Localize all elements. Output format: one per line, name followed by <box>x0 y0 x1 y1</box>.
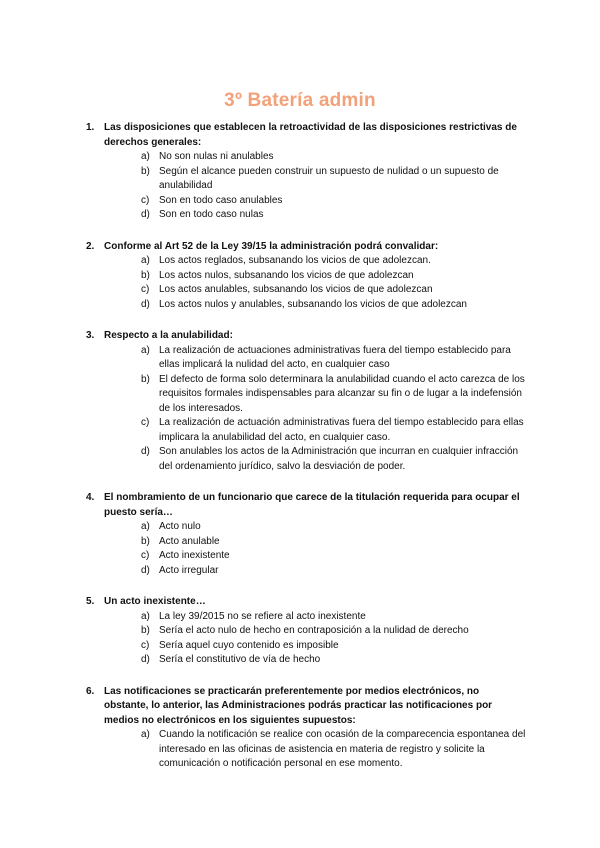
option-text: Son en todo caso nulas <box>159 209 264 220</box>
question-number: 6. <box>86 685 95 697</box>
option-text: Acto anulable <box>159 535 220 547</box>
option-letter: c) <box>141 284 150 295</box>
option-item <box>86 150 526 165</box>
option-letter: b) <box>141 535 150 547</box>
option-text: La ley 39/2015 no se refiere al acto inexistente <box>159 610 366 622</box>
option-list <box>86 728 526 772</box>
question-statement <box>86 685 526 729</box>
option-text: Son en todo caso anulables <box>159 194 283 206</box>
option-letter: d) <box>141 298 150 310</box>
question-number: 1. <box>86 122 95 133</box>
question-number: 5. <box>86 596 95 607</box>
option-letter: a) <box>141 151 150 162</box>
question-statement <box>86 595 526 610</box>
question-statement <box>86 240 526 255</box>
question-text: El nombramiento de un funcionario que carece de la titulación requerida para ocupar el puesto sería… <box>104 492 520 518</box>
option-item <box>86 535 526 550</box>
option-text: Según el alcance pueden construir un supuesto de nulidad o un supuesto de anulabilidad <box>159 165 499 191</box>
option-letter: c) <box>141 194 150 206</box>
option-text: Los actos nulos, subsanando los vicios de que adolezcan <box>159 269 414 281</box>
option-list <box>86 520 526 578</box>
option-letter: a) <box>141 344 150 356</box>
option-item <box>86 298 526 313</box>
option-item <box>86 520 526 535</box>
option-letter: b) <box>141 373 150 385</box>
option-item <box>86 445 526 474</box>
option-text: La realización de actuación administrativas fuera del tiempo establecido para ellas implicara la anulabilidad del acto, en cualquier caso. <box>159 417 524 443</box>
question-statement <box>86 329 526 344</box>
option-letter: b) <box>141 625 150 636</box>
option-item <box>86 194 526 209</box>
option-item <box>86 254 526 269</box>
option-text: Acto nulo <box>159 521 201 532</box>
option-text: Acto inexistente <box>159 550 230 561</box>
option-letter: a) <box>141 521 150 532</box>
question-number: 4. <box>86 492 95 503</box>
option-letter: d) <box>141 209 150 220</box>
option-item <box>86 269 526 284</box>
option-text: El defecto de forma solo determinara la anulabilidad cuando el acto carezca de los requisitos formales indispensables para alcanzar su fin o de lugar a la indefensión de los interesados. <box>159 373 525 414</box>
question-text: Las notificaciones se practicarán preferentemente por medios electrónicos, no obstante, lo anterior, las Administraciones podrás practicar las notificaciones por medios no electrónicos en los siguientes supuestos: <box>104 685 493 726</box>
question-5 <box>86 595 526 668</box>
question-3 <box>86 329 526 474</box>
option-text: Acto irregular <box>159 564 219 576</box>
option-item <box>86 344 526 373</box>
question-number: 2. <box>86 240 95 252</box>
option-item <box>86 549 526 564</box>
option-letter: d) <box>141 654 150 665</box>
option-letter: c) <box>141 550 150 561</box>
option-item <box>86 564 526 579</box>
question-number: 3. <box>86 330 95 341</box>
option-item <box>86 624 526 639</box>
option-text: No son nulas ni anulables <box>159 151 274 162</box>
question-text: Un acto inexistente… <box>104 596 206 607</box>
option-letter: c) <box>141 417 150 428</box>
question-statement <box>86 121 526 150</box>
question-list <box>86 121 526 789</box>
option-list <box>86 254 526 312</box>
question-text: Las disposiciones que establecen la retroactividad de las disposiciones restrictivas de derechos generales: <box>104 122 517 148</box>
option-letter: d) <box>141 446 150 457</box>
option-text: Sería el acto nulo de hecho en contraposición a la nulidad de derecho <box>159 625 469 636</box>
option-list <box>86 150 526 223</box>
option-item <box>86 610 526 625</box>
option-text: Sería aquel cuyo contenido es imposible <box>159 639 339 651</box>
question-2 <box>86 240 526 313</box>
question-1 <box>86 121 526 223</box>
option-item <box>86 416 526 445</box>
option-letter: d) <box>141 564 150 576</box>
option-text: Sería el constitutivo de vía de hecho <box>159 654 321 665</box>
option-text: La realización de actuaciones administrativas fuera del tiempo establecido para ellas implicará la nulidad del acto, en cualquier caso <box>159 344 511 370</box>
question-text: Respecto a la anulabilidad: <box>104 330 233 341</box>
option-letter: b) <box>141 269 150 281</box>
option-letter: a) <box>141 255 150 266</box>
option-letter: b) <box>141 165 150 177</box>
option-item <box>86 728 526 772</box>
option-list <box>86 344 526 475</box>
option-item <box>86 165 526 194</box>
option-item <box>86 283 526 298</box>
option-text: Los actos anulables, subsanando los vicios de que adolezcan <box>159 284 433 295</box>
question-6 <box>86 685 526 772</box>
option-text: Los actos nulos y anulables, subsanando los vicios de que adolezcan <box>159 298 467 310</box>
question-4 <box>86 491 526 578</box>
option-letter: a) <box>141 729 150 740</box>
option-item <box>86 373 526 417</box>
option-text: Los actos reglados, subsanando los vicios de que adolezcan. <box>159 255 431 266</box>
option-list <box>86 610 526 668</box>
page-title: 3º Batería admin <box>224 90 376 111</box>
option-item <box>86 208 526 223</box>
question-text: Conforme al Art 52 de la Ley 39/15 la administración podrá convalidar: <box>104 240 439 252</box>
option-letter: a) <box>141 610 150 622</box>
option-item <box>86 639 526 654</box>
option-letter: c) <box>141 639 150 651</box>
question-statement <box>86 491 526 520</box>
option-item <box>86 653 526 668</box>
option-text: Cuando la notificación se realice con ocasión de la comparecencia espontanea del interesado en las oficinas de asistencia en materia de registro y solicite la comunicación o notificación personal en ese momento. <box>159 729 526 769</box>
option-text: Son anulables los actos de la Administración que incurran en cualquier infracción del ordenamiento jurídico, salvo la desviación de poder. <box>159 446 519 472</box>
